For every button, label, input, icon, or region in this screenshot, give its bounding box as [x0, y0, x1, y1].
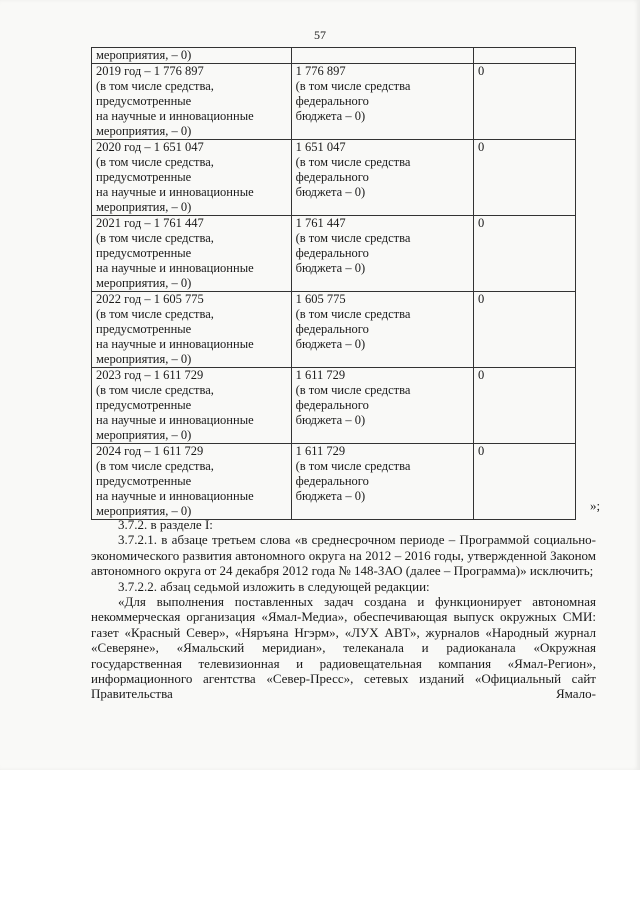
table-cell-col3: [474, 292, 576, 368]
cell-line: 2024 год – 1 611 729: [96, 444, 204, 458]
cell-line: (в том числе средства,: [96, 383, 214, 397]
cell-line: на научные и инновационные: [96, 261, 254, 275]
cell-line: бюджета – 0): [295, 185, 366, 199]
table-cell-col3: [474, 216, 576, 292]
table-cell-col3: [474, 444, 576, 520]
cell-line: мероприятия, – 0): [96, 352, 192, 366]
cell-line: на научные и инновационные: [96, 413, 254, 427]
body-text: [91, 517, 596, 702]
cell-line: 0: [478, 216, 485, 230]
paragraph-amendment-2: 3.7.2.2. абзац седьмой изложить в следующей редакции:: [118, 578, 430, 594]
cell-line: (в том числе средства: [295, 459, 411, 473]
table-cell-col3: [474, 64, 576, 140]
table-cell-col1: [92, 48, 292, 64]
table-row: [92, 216, 576, 292]
table-cell-col2: [291, 216, 473, 292]
cell-line: бюджета – 0): [295, 109, 366, 123]
cell-line: 0: [478, 292, 485, 306]
cell-line: (в том числе средства,: [96, 79, 214, 93]
page-number: 57: [314, 28, 326, 42]
budget-table-body: [92, 48, 576, 520]
cell-line: (в том числе средства: [295, 155, 411, 169]
table-cell-col3: [474, 368, 576, 444]
cell-line: мероприятия, – 0): [96, 276, 192, 290]
cell-line: мероприятия, – 0): [96, 124, 192, 138]
budget-table: [91, 47, 576, 520]
cell-line: предусмотренные: [96, 322, 192, 336]
cell-line: 1 761 447: [295, 216, 346, 230]
table-row: [92, 140, 576, 216]
table-row: [92, 368, 576, 444]
cell-line: 1 611 729: [295, 368, 346, 382]
cell-line: 2020 год – 1 651 047: [96, 140, 204, 154]
table-cell-col2: [291, 140, 473, 216]
cell-line: бюджета – 0): [295, 337, 366, 351]
cell-line: 2023 год – 1 611 729: [96, 368, 204, 382]
cell-line: федерального: [295, 94, 369, 108]
table-row: [92, 292, 576, 368]
table-cell-col2: [291, 48, 473, 64]
table-cell-col1: [92, 140, 292, 216]
cell-line: предусмотренные: [96, 246, 192, 260]
cell-line: федерального: [295, 398, 369, 412]
cell-line: 1 776 897: [295, 64, 346, 78]
table-cell-col3: [474, 48, 576, 64]
cell-line: предусмотренные: [96, 170, 192, 184]
cell-line: мероприятия, – 0): [96, 48, 192, 62]
cell-line: 1 605 775: [295, 292, 346, 306]
cell-line: 0: [478, 368, 485, 382]
cell-line: (в том числе средства,: [96, 231, 214, 245]
table-cell-col1: [92, 216, 292, 292]
cell-line: федерального: [295, 474, 369, 488]
table-cell-col1: [92, 292, 292, 368]
cell-line: бюджета – 0): [295, 489, 366, 503]
cell-line: бюджета – 0): [295, 261, 366, 275]
cell-line: на научные и инновационные: [96, 337, 254, 351]
table-cell-col1: [92, 368, 292, 444]
table-row: [92, 64, 576, 140]
cell-line: (в том числе средства,: [96, 459, 214, 473]
table-cell-col2: [291, 368, 473, 444]
cell-line: предусмотренные: [96, 94, 192, 108]
cell-line: 1 611 729: [295, 444, 346, 458]
paragraph-section-heading: 3.7.2. в разделе I:: [118, 517, 213, 532]
cell-line: 0: [478, 444, 485, 458]
table-cell-col2: [291, 64, 473, 140]
cell-line: 2021 год – 1 761 447: [96, 216, 204, 230]
paragraph-amendment-1: 3.7.2.1. в абзаце третьем слова «в среднесрочном периоде – Программой социально-экономического развития автономного округа на 2012 – 2016 годы, утвержденной Законом автономного округа от 24 декабря 2012 года № 148-ЗАО (далее – Программа)» исключить;: [91, 532, 596, 579]
cell-line: 0: [478, 140, 485, 154]
cell-line: 1 651 047: [295, 140, 346, 154]
table-cell-col3: [474, 140, 576, 216]
cell-line: федерального: [295, 322, 369, 336]
cell-line: федерального: [295, 170, 369, 184]
cell-line: (в том числе средства: [295, 79, 411, 93]
cell-line: предусмотренные: [96, 474, 192, 488]
cell-line: 2019 год – 1 776 897: [96, 64, 204, 78]
cell-line: (в том числе средства,: [96, 155, 214, 169]
table-cell-col2: [291, 292, 473, 368]
quote-close: »;: [590, 498, 601, 513]
table-cell-col1: [92, 444, 292, 520]
cell-line: предусмотренные: [96, 398, 192, 412]
table-row: [92, 444, 576, 520]
table-cell-col2: [291, 444, 473, 520]
cell-line: (в том числе средства: [295, 383, 411, 397]
table-row: [92, 48, 576, 64]
table-cell-col1: [92, 64, 292, 140]
cell-line: федерального: [295, 246, 369, 260]
cell-line: (в том числе средства: [295, 307, 411, 321]
cell-line: мероприятия, – 0): [96, 504, 192, 518]
cell-line: на научные и инновационные: [96, 185, 254, 199]
cell-line: 2022 год – 1 605 775: [96, 292, 204, 306]
cell-line: на научные и инновационные: [96, 489, 254, 503]
cell-line: 0: [478, 64, 485, 78]
cell-line: мероприятия, – 0): [96, 200, 192, 214]
paragraph-new-wording: «Для выполнения поставленных задач создана и функционирует автономная некоммерческая организация «Ямал-Медиа», обеспечивающая выпуск окружных СМИ: газет «Красный Север», «Няръяна Нгэрм», «ЛУХ АВТ», журналов «Народный журнал «Северяне», «Ямальский меридиан», телеканала и радиоканала «Окружная государственная телевизионная и радиовещательная компания «Ямал-Регион», информационного агентства «Север-Пресс», сетевых изданий «Официальный сайт Правительства Ямало-: [91, 594, 596, 702]
cell-line: на научные и инновационные: [96, 109, 254, 123]
cell-line: (в том числе средства,: [96, 307, 214, 321]
cell-line: мероприятия, – 0): [96, 428, 192, 442]
cell-line: (в том числе средства: [295, 231, 411, 245]
cell-line: бюджета – 0): [295, 413, 366, 427]
